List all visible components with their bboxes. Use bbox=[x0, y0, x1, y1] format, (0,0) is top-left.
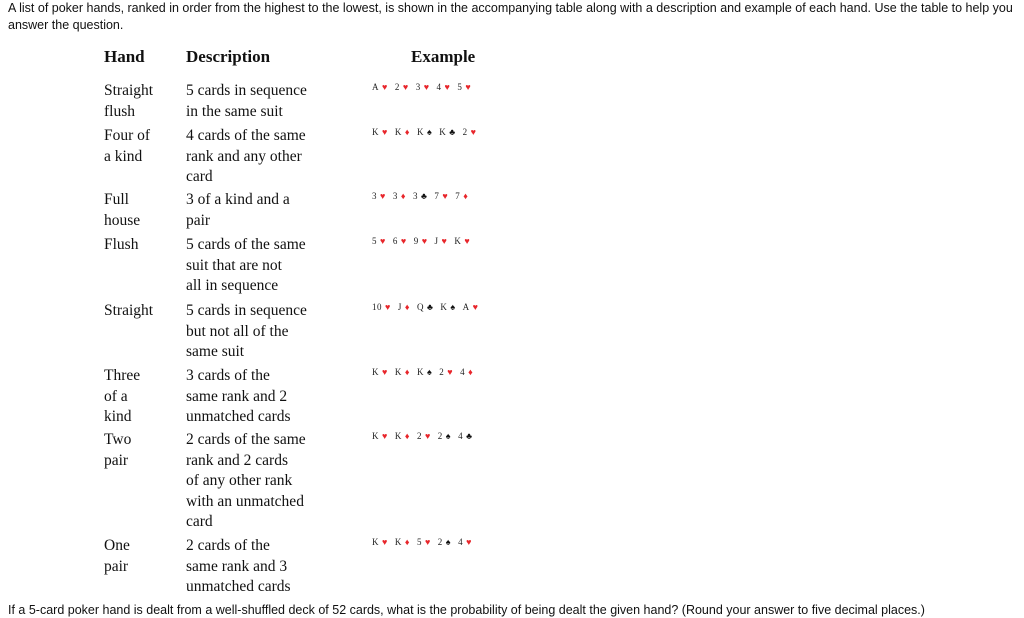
hand-name bbox=[104, 536, 180, 577]
diamond-suit-icon: ♦ bbox=[404, 367, 410, 377]
card-rank: 5 bbox=[457, 82, 463, 92]
card-rank: K bbox=[372, 127, 379, 137]
heart-suit-icon: ♥ bbox=[444, 82, 451, 92]
heart-suit-icon: ♥ bbox=[380, 191, 386, 201]
hand-name-line: kind bbox=[104, 408, 132, 425]
playing-card bbox=[434, 190, 453, 202]
club-suit-icon: ♣ bbox=[466, 431, 473, 441]
playing-card bbox=[393, 190, 411, 202]
card-rank: K bbox=[439, 127, 447, 137]
hand-name bbox=[104, 190, 180, 231]
playing-card bbox=[455, 190, 473, 202]
description-line: same suit bbox=[186, 343, 245, 360]
hand-name-line: Two bbox=[104, 431, 132, 448]
description-line: unmatched cards bbox=[186, 578, 291, 595]
spade-suit-icon: ♠ bbox=[445, 537, 452, 547]
card-rank: 5 bbox=[372, 236, 377, 246]
card-rank: K bbox=[454, 236, 462, 246]
playing-card bbox=[395, 81, 414, 93]
playing-card bbox=[457, 81, 476, 93]
card-rank: 2 bbox=[462, 127, 468, 137]
hand-name-line: of a bbox=[104, 387, 128, 405]
hand-example bbox=[372, 126, 483, 138]
hand-description bbox=[186, 366, 326, 428]
card-rank: 3 bbox=[392, 191, 398, 201]
playing-card bbox=[398, 301, 415, 313]
hand-name-line: a kind bbox=[104, 147, 143, 165]
card-rank: J bbox=[434, 236, 439, 246]
card-rank: K bbox=[394, 127, 402, 137]
playing-card bbox=[417, 536, 436, 548]
playing-card bbox=[372, 301, 396, 313]
card-rank: J bbox=[397, 302, 402, 312]
playing-card bbox=[395, 430, 415, 442]
hand-example bbox=[372, 536, 479, 548]
club-suit-icon: ♣ bbox=[449, 127, 456, 137]
question-text: If a 5-card poker hand is dealt from a well-shuffled deck of 52 cards, what is the probability of being dealt the given hand? (Round your answer to five decimal places.) bbox=[8, 603, 925, 617]
description-line: 2 cards of the same bbox=[186, 431, 306, 448]
hand-name-line: flush bbox=[104, 102, 135, 120]
playing-card bbox=[417, 430, 436, 442]
playing-card bbox=[437, 81, 456, 93]
playing-card bbox=[372, 126, 393, 138]
hand-name-line: pair bbox=[104, 557, 129, 575]
column-header-example: Example bbox=[411, 47, 476, 66]
description-line: rank and any other bbox=[186, 147, 302, 165]
intro-text: A list of poker hands, ranked in order from the highest to the lowest, is shown in the accompanying table along with a description and example of each hand. Use the table to help you answer the question. bbox=[8, 1, 1013, 32]
diamond-suit-icon: ♦ bbox=[404, 127, 410, 137]
playing-card bbox=[372, 366, 393, 378]
hand-name bbox=[104, 126, 180, 167]
heart-suit-icon: ♥ bbox=[380, 236, 386, 246]
hand-description bbox=[186, 126, 326, 188]
heart-suit-icon: ♥ bbox=[382, 431, 388, 441]
diamond-suit-icon: ♦ bbox=[468, 367, 474, 377]
card-rank: K bbox=[416, 127, 424, 137]
description-line: 3 of a kind and a bbox=[186, 191, 290, 208]
card-rank: K bbox=[372, 431, 379, 441]
card-rank: K bbox=[372, 367, 379, 377]
card-rank: Q bbox=[416, 302, 424, 312]
playing-card bbox=[393, 235, 412, 247]
heart-suit-icon: ♥ bbox=[470, 127, 477, 137]
card-rank: K bbox=[372, 537, 379, 547]
card-rank: K bbox=[394, 367, 402, 377]
diamond-suit-icon: ♦ bbox=[400, 191, 406, 201]
playing-card bbox=[435, 235, 453, 247]
column-header-hand: Hand bbox=[104, 47, 145, 66]
card-rank: 2 bbox=[437, 431, 443, 441]
description-line: same rank and 2 bbox=[186, 387, 288, 405]
heart-suit-icon: ♥ bbox=[382, 82, 388, 92]
playing-card bbox=[417, 366, 437, 378]
card-rank: 9 bbox=[413, 236, 419, 246]
heart-suit-icon: ♥ bbox=[424, 431, 431, 441]
heart-suit-icon: ♥ bbox=[464, 236, 471, 246]
club-suit-icon: ♣ bbox=[426, 302, 434, 312]
card-rank: K bbox=[440, 302, 448, 312]
heart-suit-icon: ♥ bbox=[465, 82, 472, 92]
hand-description bbox=[186, 190, 326, 231]
heart-suit-icon: ♥ bbox=[402, 82, 409, 92]
description-line: 4 cards of the same bbox=[186, 127, 306, 144]
playing-card bbox=[395, 366, 415, 378]
description-line: same rank and 3 bbox=[186, 557, 288, 575]
hand-name-line: Full bbox=[104, 191, 129, 208]
heart-suit-icon: ♥ bbox=[382, 127, 388, 137]
description-line: 3 cards of the bbox=[186, 367, 270, 384]
diamond-suit-icon: ♦ bbox=[404, 537, 410, 547]
hand-description bbox=[186, 235, 326, 297]
description-line: rank and 2 cards bbox=[186, 451, 288, 469]
description-line: 5 cards of the same bbox=[186, 236, 306, 253]
playing-card bbox=[395, 536, 415, 548]
playing-card bbox=[454, 235, 475, 247]
hand-description bbox=[186, 536, 326, 598]
card-rank: 4 bbox=[458, 537, 464, 547]
playing-card bbox=[372, 536, 393, 548]
card-rank: 7 bbox=[455, 191, 461, 201]
card-rank: 7 bbox=[434, 191, 440, 201]
card-rank: 4 bbox=[460, 367, 466, 377]
hand-name bbox=[104, 430, 180, 471]
diamond-suit-icon: ♦ bbox=[404, 302, 410, 312]
hand-description bbox=[186, 301, 326, 363]
heart-suit-icon: ♥ bbox=[441, 236, 448, 246]
card-rank: 4 bbox=[436, 82, 442, 92]
playing-card bbox=[417, 301, 438, 313]
description-line: 5 cards in sequence bbox=[186, 302, 307, 319]
club-suit-icon: ♣ bbox=[420, 191, 428, 201]
heart-suit-icon: ♥ bbox=[472, 302, 479, 312]
card-rank: 6 bbox=[392, 236, 398, 246]
hand-description bbox=[186, 81, 326, 122]
playing-card bbox=[438, 536, 456, 548]
heart-suit-icon: ♥ bbox=[442, 191, 449, 201]
playing-card bbox=[372, 81, 393, 93]
playing-card bbox=[372, 430, 393, 442]
spade-suit-icon: ♠ bbox=[450, 302, 456, 312]
card-rank: K bbox=[416, 367, 424, 377]
description-line: unmatched cards bbox=[186, 408, 291, 425]
playing-card bbox=[372, 235, 391, 247]
hand-name-line: Three bbox=[104, 367, 141, 384]
playing-card bbox=[413, 190, 432, 202]
hand-name-line: One bbox=[104, 537, 130, 554]
spade-suit-icon: ♠ bbox=[445, 431, 452, 441]
hand-example bbox=[372, 301, 485, 313]
hand-name-line: house bbox=[104, 211, 141, 229]
spade-suit-icon: ♠ bbox=[426, 367, 433, 377]
hand-name bbox=[104, 301, 180, 322]
playing-card bbox=[439, 126, 460, 138]
card-rank: 3 bbox=[372, 191, 377, 201]
heart-suit-icon: ♥ bbox=[447, 367, 454, 377]
playing-card bbox=[372, 190, 391, 202]
description-line: pair bbox=[186, 211, 211, 229]
description-line: 5 cards in sequence bbox=[186, 82, 307, 99]
diamond-suit-icon: ♦ bbox=[404, 431, 410, 441]
card-rank: 4 bbox=[458, 431, 464, 441]
playing-card bbox=[463, 126, 482, 138]
description-line: of any other rank bbox=[186, 472, 293, 489]
card-rank: K bbox=[394, 537, 402, 547]
card-rank: 2 bbox=[439, 367, 445, 377]
heart-suit-icon: ♥ bbox=[421, 236, 428, 246]
diamond-suit-icon: ♦ bbox=[463, 191, 469, 201]
description-line: with an unmatched bbox=[186, 492, 304, 510]
hand-name-line: Four of bbox=[104, 127, 151, 144]
hand-example bbox=[372, 430, 479, 442]
card-rank: 2 bbox=[437, 537, 443, 547]
heart-suit-icon: ♥ bbox=[382, 367, 388, 377]
hand-example bbox=[372, 190, 475, 202]
playing-card bbox=[439, 366, 458, 378]
hand-example bbox=[372, 235, 477, 247]
heart-suit-icon: ♥ bbox=[382, 537, 388, 547]
heart-suit-icon: ♥ bbox=[466, 537, 472, 547]
card-rank: A bbox=[372, 82, 379, 92]
playing-card bbox=[438, 430, 456, 442]
hand-example bbox=[372, 366, 480, 378]
heart-suit-icon: ♥ bbox=[400, 236, 407, 246]
hand-name bbox=[104, 366, 180, 428]
playing-card bbox=[395, 126, 415, 138]
playing-card bbox=[458, 430, 477, 442]
hand-name-line: Straight bbox=[104, 302, 154, 319]
description-line: card bbox=[186, 513, 213, 530]
hand-description bbox=[186, 430, 326, 533]
card-rank: 10 bbox=[372, 302, 382, 312]
description-line: suit that are not bbox=[186, 256, 282, 274]
hand-name bbox=[104, 81, 180, 122]
description-line: in the same suit bbox=[186, 102, 283, 120]
heart-suit-icon: ♥ bbox=[385, 302, 391, 312]
hand-example bbox=[372, 81, 478, 93]
hand-name bbox=[104, 235, 180, 256]
playing-card bbox=[417, 126, 437, 138]
playing-card bbox=[440, 301, 460, 313]
description-line: but not all of the bbox=[186, 322, 289, 340]
hand-name-line: pair bbox=[104, 451, 129, 469]
card-rank: 2 bbox=[416, 431, 422, 441]
heart-suit-icon: ♥ bbox=[423, 82, 430, 92]
card-rank: 2 bbox=[394, 82, 400, 92]
playing-card bbox=[414, 235, 433, 247]
hand-name-line: Flush bbox=[104, 236, 139, 253]
spade-suit-icon: ♠ bbox=[426, 127, 433, 137]
playing-card bbox=[416, 81, 435, 93]
description-line: all in sequence bbox=[186, 277, 279, 294]
card-rank: 5 bbox=[416, 537, 422, 547]
description-line: 2 cards of the bbox=[186, 537, 270, 554]
playing-card bbox=[458, 536, 477, 548]
column-header-description: Description bbox=[186, 47, 271, 66]
description-line: card bbox=[186, 168, 213, 185]
card-rank: K bbox=[394, 431, 402, 441]
card-rank: 3 bbox=[412, 191, 418, 201]
card-rank: 3 bbox=[415, 82, 421, 92]
card-rank: A bbox=[462, 302, 470, 312]
hand-name-line: Straight bbox=[104, 82, 154, 99]
playing-card bbox=[460, 366, 478, 378]
playing-card bbox=[463, 301, 484, 313]
heart-suit-icon: ♥ bbox=[424, 537, 431, 547]
